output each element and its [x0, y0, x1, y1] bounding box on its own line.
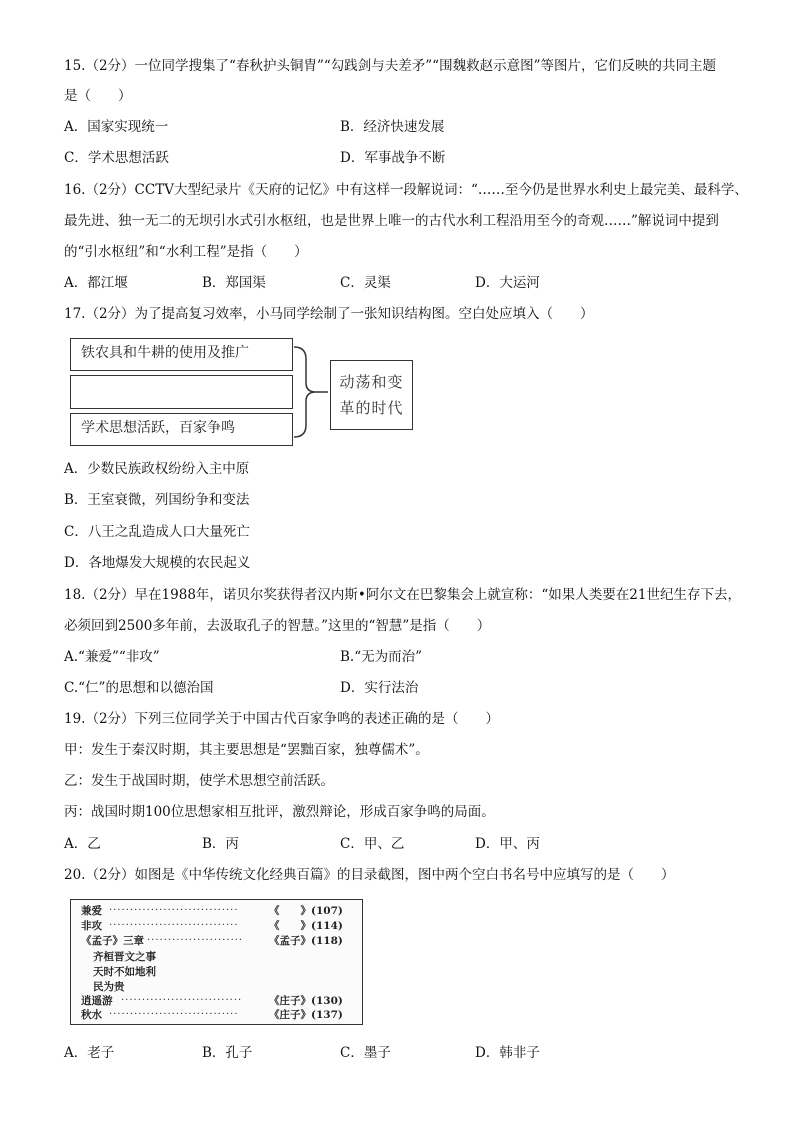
q17-option-a: A．少数民族政权纷纷入主中原 [64, 461, 250, 477]
toc-entry-title: 逍遥游 [81, 995, 113, 1007]
q18-option-d: D．实行法治 [340, 680, 419, 696]
q20-option-b: B．孔子 [202, 1045, 253, 1061]
q17-option-b: B．王室衰微，列国纷争和变法 [64, 492, 250, 508]
structure-brace [292, 345, 328, 440]
q17-option-d: D．各地爆发大规模的农民起义 [64, 555, 251, 571]
q19-option-b: B．丙 [202, 836, 239, 852]
q17-option-c: C．八王之乱造成人口大量死亡 [64, 524, 250, 540]
q18-stem-line2: 必须回到2500多年前，去汲取孔子的智慧。”这里的“智慧”是指（ ） [64, 618, 491, 634]
q20-option-d: D．韩非子 [475, 1045, 540, 1061]
toc-entry-ref: 《 》(107) [269, 905, 343, 917]
q18-stem-line1: 18.（2分）早在1988年，诺贝尔奖获得者汉内斯•阿尔文在巴黎集会上就宣称：“如果人类要在21世纪生存下去， [64, 587, 741, 603]
q15-stem-line1: 15.（2分）一位同学搜集了“春秋护头铜胄”“勾践剑与夫差矛”“围魏救赵示意图”等图片，它们反映的共同主题 [64, 58, 716, 74]
q19-option-c: C．甲、乙 [340, 836, 405, 852]
q15-option-c: C．学术思想活跃 [64, 150, 169, 166]
q15-stem-line2: 是（ ） [64, 88, 132, 104]
q18-option-b: B.“无为而治” [340, 649, 423, 665]
q15-option-a: A．国家实现统一 [64, 119, 169, 135]
q15-option-d: D．军事战争不断 [340, 150, 446, 166]
toc-entry-ref: 《庄子》(130) [269, 995, 343, 1007]
q19-option-a: A．乙 [64, 836, 101, 852]
q15-option-b: B．经济快速发展 [340, 119, 445, 135]
toc-subentry-title: 民为贵 [93, 981, 125, 993]
toc-subentry-title: 天时不如地利 [93, 966, 156, 978]
q19-statement-yi: 乙：发生于战国时期，使学术思想空前活跃。 [64, 773, 334, 789]
structure-result-box [330, 360, 413, 430]
q16-stem-line1: 16.（2分）CCTV大型纪录片《天府的记忆》中有这样一段解说词：“……至今仍是世界水利史上最完美、最科学、 [64, 182, 748, 198]
q19-statement-jia: 甲：发生于秦汉时期，其主要思想是“罢黜百家，独尊儒术”。 [64, 742, 429, 758]
q20-stem-line1: 20.（2分）如图是《中华传统文化经典百篇》的目录截图，图中两个空白书名号中应填写的是（ ） [64, 867, 675, 883]
toc-figure [70, 899, 363, 1025]
toc-leader-dots: ······························· [109, 905, 239, 916]
q16-option-d: D．大运河 [475, 275, 540, 291]
structure-box-3: 学术思想活跃，百家争鸣 [70, 413, 293, 446]
toc-entry-title: 非攻 [81, 920, 102, 932]
structure-box-blank [70, 375, 293, 409]
q16-stem-line3: 的“引水枢纽”和“水利工程”是指（ ） [64, 244, 308, 260]
toc-entry-title: 秋水 [81, 1009, 102, 1021]
structure-result-line2: 革的时代 [339, 399, 404, 417]
q16-option-a: A．都江堰 [64, 275, 128, 291]
q20-option-a: A．老子 [64, 1045, 115, 1061]
toc-entry-title: 兼爱 [81, 905, 102, 917]
q17-stem-line1: 17.（2分）为了提高复习效率，小马同学绘制了一张知识结构图。空白处应填入（ ） [64, 306, 594, 322]
q18-option-a: A.“兼爱”“非攻” [64, 649, 160, 665]
toc-leader-dots: ······························· [109, 1009, 239, 1020]
q18-option-c: C.“仁”的思想和以德治国 [64, 680, 214, 696]
toc-leader-dots: ····························· [121, 995, 243, 1006]
q19-option-d: D．甲、丙 [475, 836, 540, 852]
structure-box-1: 铁农具和牛耕的使用及推广 [70, 338, 293, 371]
q16-stem-line2: 最先进、独一无二的无坝引水式引水枢纽，也是世界上唯一的古代水利工程沿用至今的奇观……”解说词中提到 [64, 213, 719, 229]
toc-entry-ref: 《孟子》(118) [269, 935, 343, 947]
q20-option-c: C．墨子 [340, 1045, 391, 1061]
toc-entry-ref: 《庄子》(137) [269, 1009, 343, 1021]
q19-stem-line1: 19.（2分）下列三位同学关于中国古代百家争鸣的表述正确的是（ ） [64, 711, 500, 727]
toc-leader-dots: ······················· [147, 935, 244, 946]
q19-statement-bing: 丙：战国时期100位思想家相互批评，激烈辩论，形成百家争鸣的局面。 [64, 804, 495, 820]
toc-subentry-title: 齐桓晋文之事 [93, 951, 156, 963]
toc-entry-title: 《孟子》三章 [81, 935, 144, 947]
structure-result-line1: 动荡和变 [339, 373, 404, 391]
q16-option-b: B．郑国渠 [202, 275, 266, 291]
toc-entry-ref: 《 》(114) [269, 920, 343, 932]
toc-leader-dots: ······························· [109, 920, 239, 931]
q16-option-c: C．灵渠 [340, 275, 391, 291]
